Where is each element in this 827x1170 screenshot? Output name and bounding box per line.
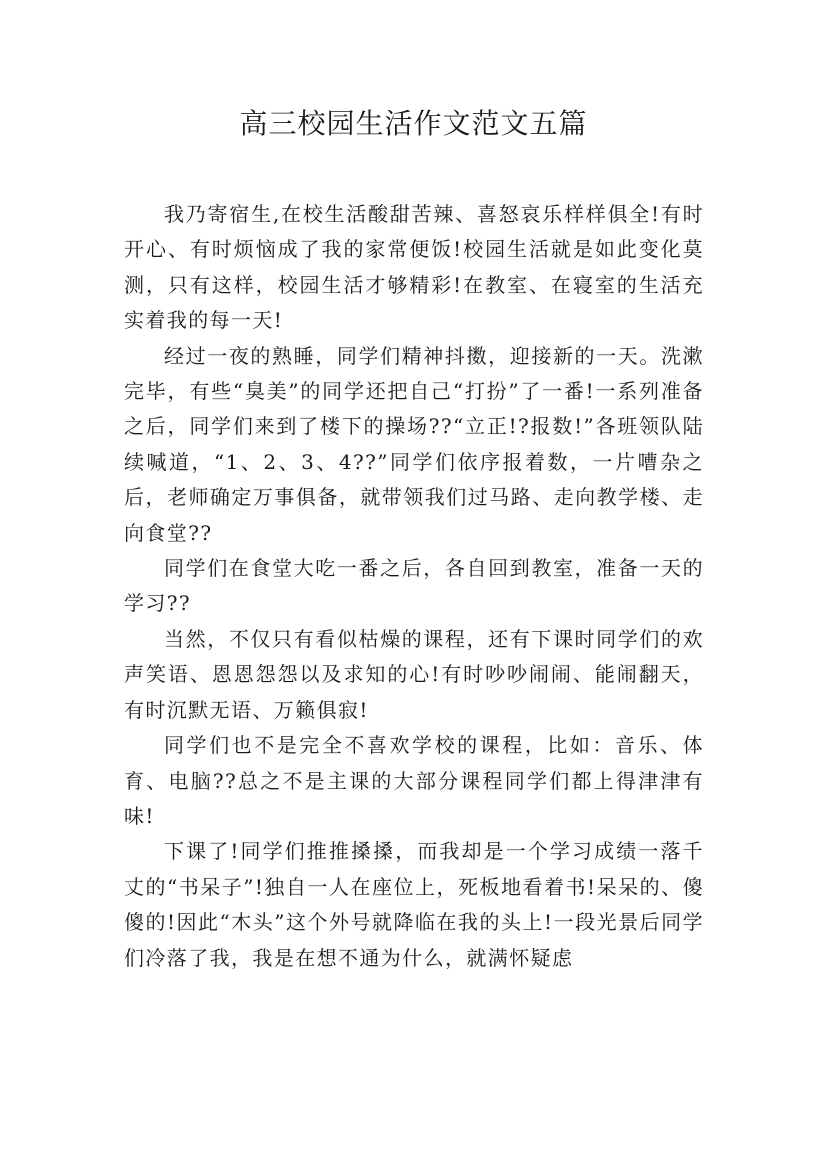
paragraph-4: 当然，不仅只有看似枯燥的课程，还有下课时同学们的欢声笑语、恩恩怨怨以及求知的心!有时吵吵闹闹、能闹翻天，有时沉默无语、万籁俱寂! <box>124 626 704 722</box>
document-title: 高三校园生活作文范文五篇 <box>239 107 588 140</box>
paragraph-6: 下课了!同学们推推搡搡，而我却是一个学习成绩一落千丈的“书呆子”!独自一人在座位上，死板地看着书!呆呆的、傻傻的!因此“木头”这个外号就降临在我的头上!一段光景后同学们冷落了我，我是在想不通为什么，就满怀疑虑 <box>124 839 704 970</box>
document-body <box>124 197 704 976</box>
paragraph-5: 同学们也不是完全不喜欢学校的课程，比如：音乐、体育、电脑??总之不是主课的大部分课程同学们都上得津津有味! <box>124 733 704 828</box>
paragraph-1: 我乃寄宿生,在校生活酸甜苦辣、喜怒哀乐样样俱全!有时开心、有时烦恼成了我的家常便饭!校园生活就是如此变化莫测，只有这样，校园生活才够精彩!在教室、在寝室的生活充实着我的每一天! <box>124 202 704 333</box>
paragraph-3: 同学们在食堂大吃一番之后，各自回到教室，准备一天的学习?? <box>124 556 704 616</box>
paragraph-2: 经过一夜的熟睡，同学们精神抖擞，迎接新的一天。洗漱完毕，有些“臭美”的同学还把自己“打扮”了一番!一系列准备之后，同学们来到了楼下的操场??“立正!?报数!”各班领队陆续喊道，“1、2、3、4??”同学们依序报着数，一片嘈杂之后，老师确定万事俱备，就带领我们过马路、走向教学楼、走向食堂?? <box>124 343 704 545</box>
